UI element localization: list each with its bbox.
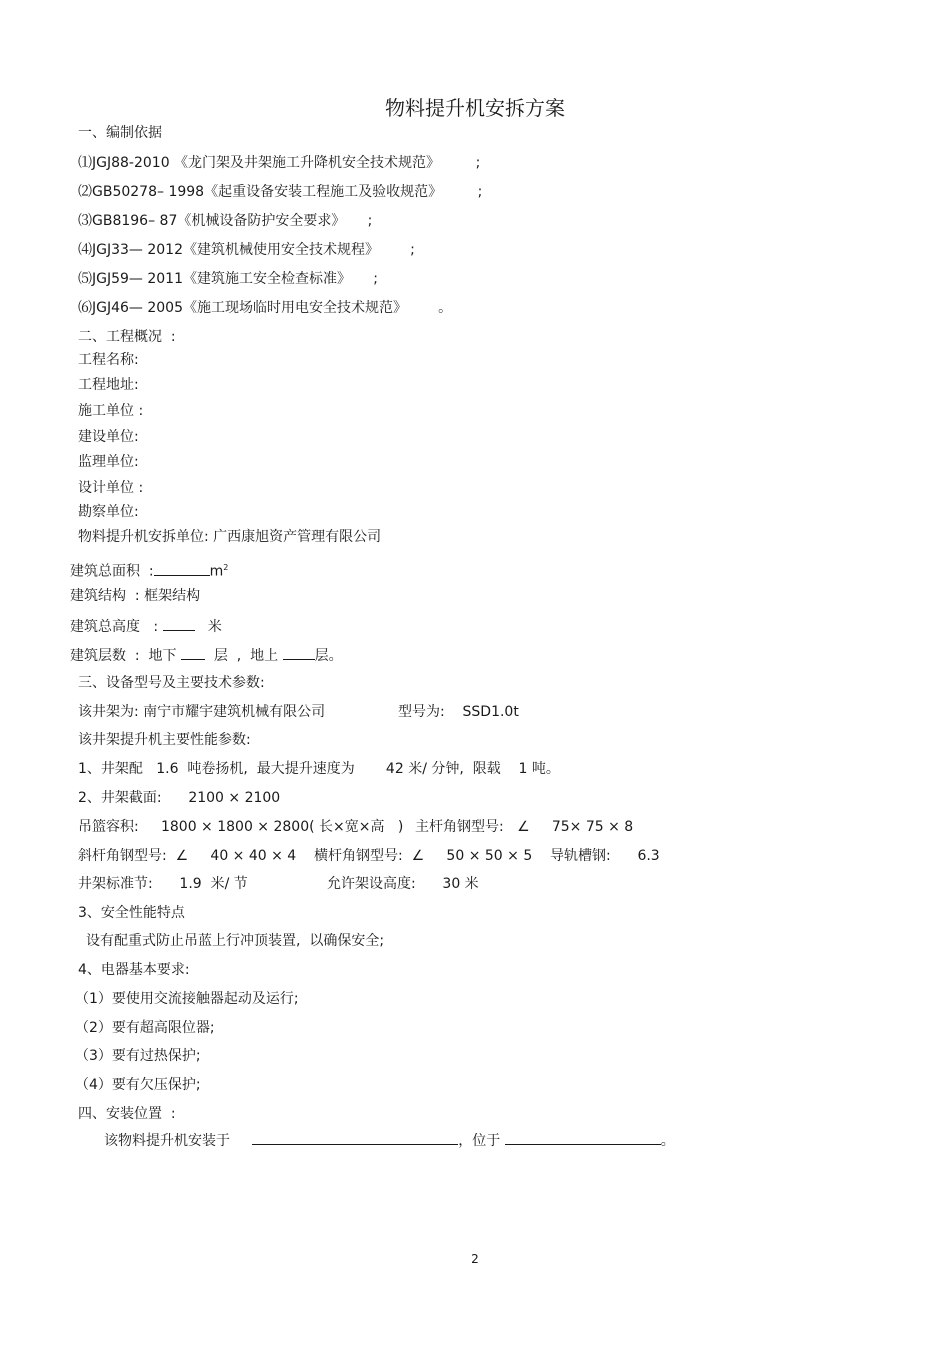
install-location-blank-2 <box>505 1130 661 1145</box>
building-height-unit: 米 <box>207 619 222 635</box>
safety-heading: 3、安全性能特点 <box>78 905 185 921</box>
section-heading-overview: 二、工程概况 : <box>78 329 176 345</box>
building-height-label: 建筑总高度 : <box>70 619 159 635</box>
project-field: 监理单位: <box>78 454 139 470</box>
section-heading-location: 四、安装位置 : <box>78 1106 176 1122</box>
param-main-angle: 主杆角钢型号: ∠ 75× 75 × 8 <box>415 819 634 835</box>
project-field: 工程名称: <box>78 352 139 368</box>
basis-item: ⑸JGJ59— 2011《建筑施工安全检查标准》 ; <box>78 271 378 287</box>
electrical-item: （2）要有超高限位器; <box>75 1020 215 1036</box>
document-title: 物料提升机安拆方案 <box>385 96 565 120</box>
project-field: 勘察单位: <box>78 504 139 520</box>
floors-above-blank <box>283 645 315 660</box>
install-location-label: 该物料提升机安装于 <box>104 1133 230 1149</box>
floors-label: 建筑层数 : 地下 <box>70 648 177 664</box>
building-area-unit-sup: 2 <box>223 563 229 572</box>
building-height-line <box>70 616 222 636</box>
building-area-blank <box>154 561 210 576</box>
project-field: 物料提升机安拆单位: 广西康旭资产管理有限公司 <box>78 529 382 545</box>
install-location-end: 。 <box>660 1133 675 1149</box>
page-number: 2 <box>471 1252 479 1266</box>
building-floors-line <box>70 645 343 665</box>
floors-below-blank <box>181 645 205 660</box>
basis-item: ⑹JGJ46— 2005《施工现场临时用电安全技术规范》 。 <box>78 300 453 316</box>
rig-model: 型号为: SSD1.0t <box>398 704 519 720</box>
install-location-mid: ，位于 <box>458 1133 501 1149</box>
basis-item: ⑶GB8196– 87《机械设备防护安全要求》 ; <box>78 213 373 229</box>
project-field: 施工单位 : <box>78 403 144 419</box>
basis-item: ⑷JGJ33— 2012《建筑机械使用安全技术规程》 ; <box>78 242 415 258</box>
param-standard-section: 井架标准节: 1.9 米/ 节 <box>78 876 248 892</box>
project-field: 建设单位: <box>78 429 139 445</box>
electrical-item: （3）要有过热保护; <box>75 1048 201 1064</box>
param-section: 2、井架截面: 2100 × 2100 <box>78 790 281 806</box>
param-cage-volume: 吊篮容积: 1800 × 1800 × 2800( 长×宽×高 ) <box>78 819 404 835</box>
install-location-blank-1 <box>252 1130 458 1145</box>
electrical-item: （4）要有欠压保护; <box>75 1077 201 1093</box>
building-structure-line: 建筑结构 : 框架结构 <box>70 588 201 604</box>
performance-heading: 该井架提升机主要性能参数: <box>78 732 251 748</box>
project-field: 工程地址: <box>78 377 139 393</box>
param-brace-angles: 斜杆角钢型号: ∠ 40 × 40 × 4 横杆角钢型号: ∠ 50 × 50 × 5 导轨槽钢: 6.3 <box>78 848 660 864</box>
safety-text: 设有配重式防止吊蓝上行冲顶装置, 以确保安全; <box>86 933 385 949</box>
basis-item: ⑴JGJ88-2010 《龙门架及井架施工升降机安全技术规范》 ; <box>78 155 481 171</box>
install-location-line <box>104 1130 675 1150</box>
section-heading-equipment: 三、设备型号及主要技术参数: <box>78 675 265 691</box>
rig-maker: 该井架为: 南宁市耀宇建筑机械有限公司 <box>78 704 326 720</box>
building-height-blank <box>163 616 195 631</box>
electrical-item: （1）要使用交流接触器起动及运行; <box>75 991 299 1007</box>
building-area-line <box>70 559 228 581</box>
building-area-unit: m <box>209 563 224 580</box>
floors-end: 层。 <box>314 648 343 664</box>
param-hoist: 1、井架配 1.6 吨卷扬机, 最大提升速度为 42 米/ 分钟, 限载 1 吨。 <box>78 761 560 777</box>
electrical-heading: 4、电器基本要求: <box>78 962 190 978</box>
building-area-label: 建筑总面积 : <box>70 563 154 580</box>
project-field: 设计单位 : <box>78 480 144 496</box>
floors-mid: 层 , 地上 <box>213 648 279 664</box>
param-max-height: 允许架设高度: 30 米 <box>327 876 479 892</box>
basis-item: ⑵GB50278– 1998《起重设备安装工程施工及验收规范》 ; <box>78 184 483 200</box>
section-heading-basis: 一、编制依据 <box>78 125 162 141</box>
